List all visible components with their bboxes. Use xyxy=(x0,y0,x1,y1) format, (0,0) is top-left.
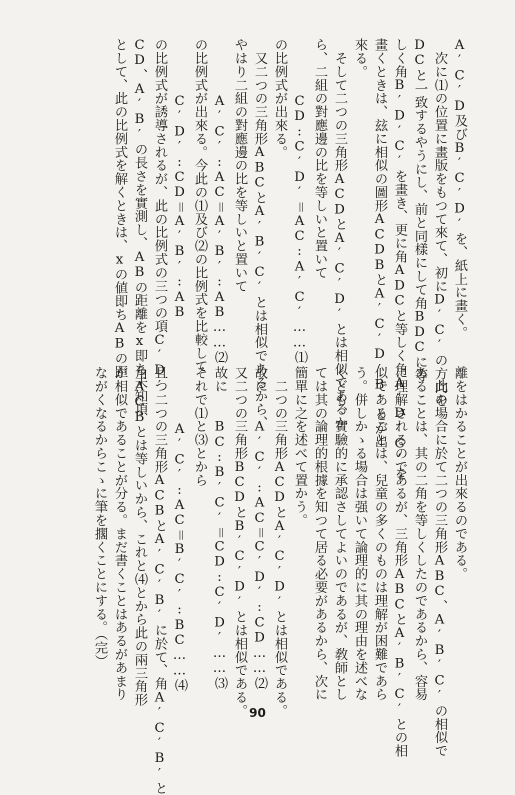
text-line: DCと一致するやうにし、前と同樣にして角BDCに等 xyxy=(412,38,427,382)
equation: A′C′:AC＝B′C′:BC……⑷ xyxy=(172,422,187,692)
text-line: 次に⑴の位置に畫版をもつて來て、初にD′C′の方向を xyxy=(432,38,447,407)
text-line: 且つ二つの三角形ACBとA′C′B′に於て、角A′C′B′と xyxy=(152,366,167,795)
equation: A′C′:AC＝A′B′:AB……⑵ xyxy=(212,94,227,364)
text-line: 又二つの三角形BCDとB′C′D′とは相似である。 xyxy=(232,366,247,718)
text-line: ては其の論理的根據を知つて居る必要があるから、次に xyxy=(312,366,327,701)
text-line: として、此の比例式を解くときは、xの値即ちABの距 xyxy=(112,38,127,379)
text-line: の比例式が出來る。今此の⑴及び⑵の比例式を比較して xyxy=(192,38,207,373)
text-line: 簡單に之を述べて置かう。 xyxy=(292,366,307,527)
text-line: それで⑴と⑶とから xyxy=(192,366,207,487)
equation: 故に BC:B′C′＝CD:C′D′……⑶ xyxy=(212,366,227,690)
text-line: A′C′D及びB′C′D′を、紙上に畫く。 xyxy=(452,38,467,340)
equation: 故に A′C′:AC＝C′D′:CD……⑵ xyxy=(252,366,267,690)
text-line: しく角B′D′C′を畫き、更に角ADCと等しく角A′D′C′を xyxy=(392,38,407,481)
text-line: う。併しかゝる場合は强いて論理的に其の理由を述べな xyxy=(352,366,367,701)
equation: CD:C′D′＝AC:A′C′……⑴ xyxy=(292,94,307,364)
text-line: 此の場合に於て二つの三角形ABC、A′B′C′の相似で xyxy=(432,366,447,758)
text-line: の比例式が出來る。 xyxy=(272,38,287,159)
text-line: CD、A′B′の長さを實測し、ABの距離をx即ち未知項 xyxy=(132,38,147,416)
text-line: の比例式が誘導されるが、此の比例式の三つの項C′D′ xyxy=(152,38,167,394)
text-line: 離をはかることが出來るのである。 xyxy=(452,366,467,581)
text-line: やはり二組の對應邊の比を等しいと置いて xyxy=(232,38,247,293)
text-line: あることは、其の二角を等しくしたのであるから、容易 xyxy=(412,366,427,701)
text-line: 來る。 xyxy=(352,38,367,79)
text-line: が相似であることが分る。まだ書くことはあるがあまり xyxy=(112,366,127,701)
equation: C′D′:CD＝A′B′:AB xyxy=(172,94,187,321)
text-line: 又二つの三角形ABCとA′B′C′とは相似であるから、 xyxy=(252,38,267,430)
text-line: ながくなるからこゝに筆を擱くことにする。（完） xyxy=(92,366,107,668)
text-line: くとも、實驗的に承認さしてよいのであるが、敎師とし xyxy=(332,366,347,701)
text-line: ら、二組の對應邊の比を等しいと置いて xyxy=(312,38,327,280)
text-line: 角ACBとは等しいから、これと⑷とから此の兩三角形 xyxy=(132,366,147,707)
text-line: 二つの三角形ACDとA′C′D′とは相似である。 xyxy=(272,366,287,718)
text-line: に理解されるのであるが、三角形ABCとA′B′C′との相 xyxy=(392,366,407,758)
text-line: 似であることは、兒童の多くのものは理解が困難であら xyxy=(372,366,387,701)
text-line: そして二つの三角形ACDとA′C′D′とは相似であるか xyxy=(332,38,347,430)
page-number: 90 xyxy=(249,706,266,720)
text-line: 畫くときは、玆に相似の圖形ACDBとA′C′D′B′とが出 xyxy=(372,38,387,449)
